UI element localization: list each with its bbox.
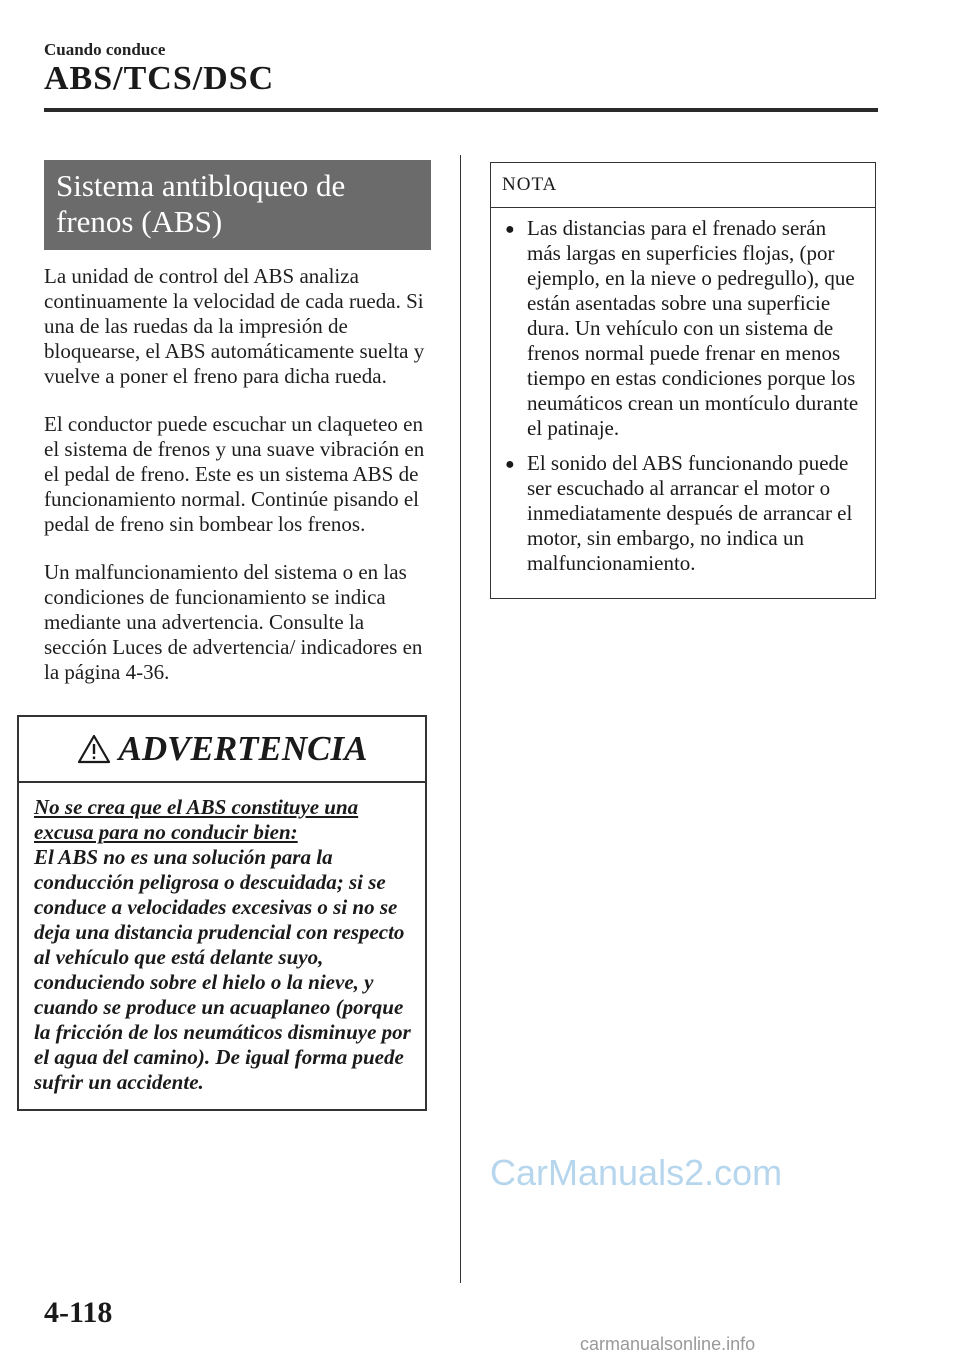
note-item-text: Las distancias para el frenado serán más largas en superficies flojas, (por ejemplo, en la nieve o pedregullo), que están asentadas sobre una superficie dura. Un vehículo con un sistema de frenos normal puede frenar en menos tiempo en estas condiciones porque los neumáticos crean un montículo durante el patinaje. <box>527 216 859 440</box>
warning-header <box>19 717 425 783</box>
bullet-icon: ● <box>505 456 515 473</box>
left-column <box>34 160 432 1111</box>
note-box <box>490 162 876 599</box>
abs-paragraph-3: Un malfuncionamiento del sistema o en las condiciones de funcionamiento se indica mediante una advertencia. Consulte la sección Luces de advertencia/ indicadores en la página 4-36. <box>44 560 423 684</box>
note-item <box>505 216 861 441</box>
bullet-icon: ● <box>505 221 515 238</box>
abs-title-line1: Sistema antibloqueo de <box>56 168 346 203</box>
header-rule <box>44 108 878 112</box>
warning-title: ADVERTENCIA <box>118 729 368 768</box>
note-item <box>505 451 861 576</box>
warning-lead: No se crea que el ABS constituye una excusa para no conducir bien: <box>34 795 359 844</box>
warning-text: El ABS no es una solución para la conducción peligrosa o descuidada; si se conduce a velocidades excesivas o si no se deja una distancia prudencial con respecto al vehículo que está delante suyo, conduciendo sobre el hielo o la nieve, y cuando se produce un acuaplaneo (porque la fricción de los neumáticos disminuye por el agua del camino). De igual forma puede sufrir un accidente. <box>34 845 411 1094</box>
note-title: NOTA <box>491 163 875 208</box>
abs-section-title <box>44 160 431 250</box>
abs-paragraph-1: La unidad de control del ABS analiza continuamente la velocidad de cada rueda. Si una de las ruedas da la impresión de bloquearse, el ABS automáticamente suelta y vuelve a poner el freno para dicha rueda. <box>44 264 425 388</box>
warning-body <box>19 783 425 1109</box>
footer-site-label: carmanualsonline.info <box>580 1334 756 1354</box>
right-column <box>490 162 876 599</box>
abs-paragraph-2: El conductor puede escuchar un claqueteo en el sistema de frenos y una suave vibración en el pedal de freno. Este es un sistema ABS de funcionamiento normal. Continúe pisando el pedal de freno sin bombear los frenos. <box>44 412 425 536</box>
note-body <box>491 208 875 598</box>
note-item-text: El sonido del ABS funcionando puede ser escuchado al arrancar el motor o inmediatamente después de arrancar el motor, sin embargo, no indica un malfuncionamiento. <box>527 451 853 575</box>
page-number: 4-118 <box>44 1296 113 1329</box>
header-title: ABS/TCS/DSC <box>44 60 275 97</box>
column-divider <box>460 155 461 1283</box>
warning-box <box>17 715 427 1111</box>
warning-triangle-icon <box>77 734 111 764</box>
abs-title-line2: frenos (ABS) <box>56 204 223 239</box>
watermark-logo: CarManuals2.com <box>490 1152 783 1193</box>
header-section-label: Cuando conduce <box>44 40 166 59</box>
